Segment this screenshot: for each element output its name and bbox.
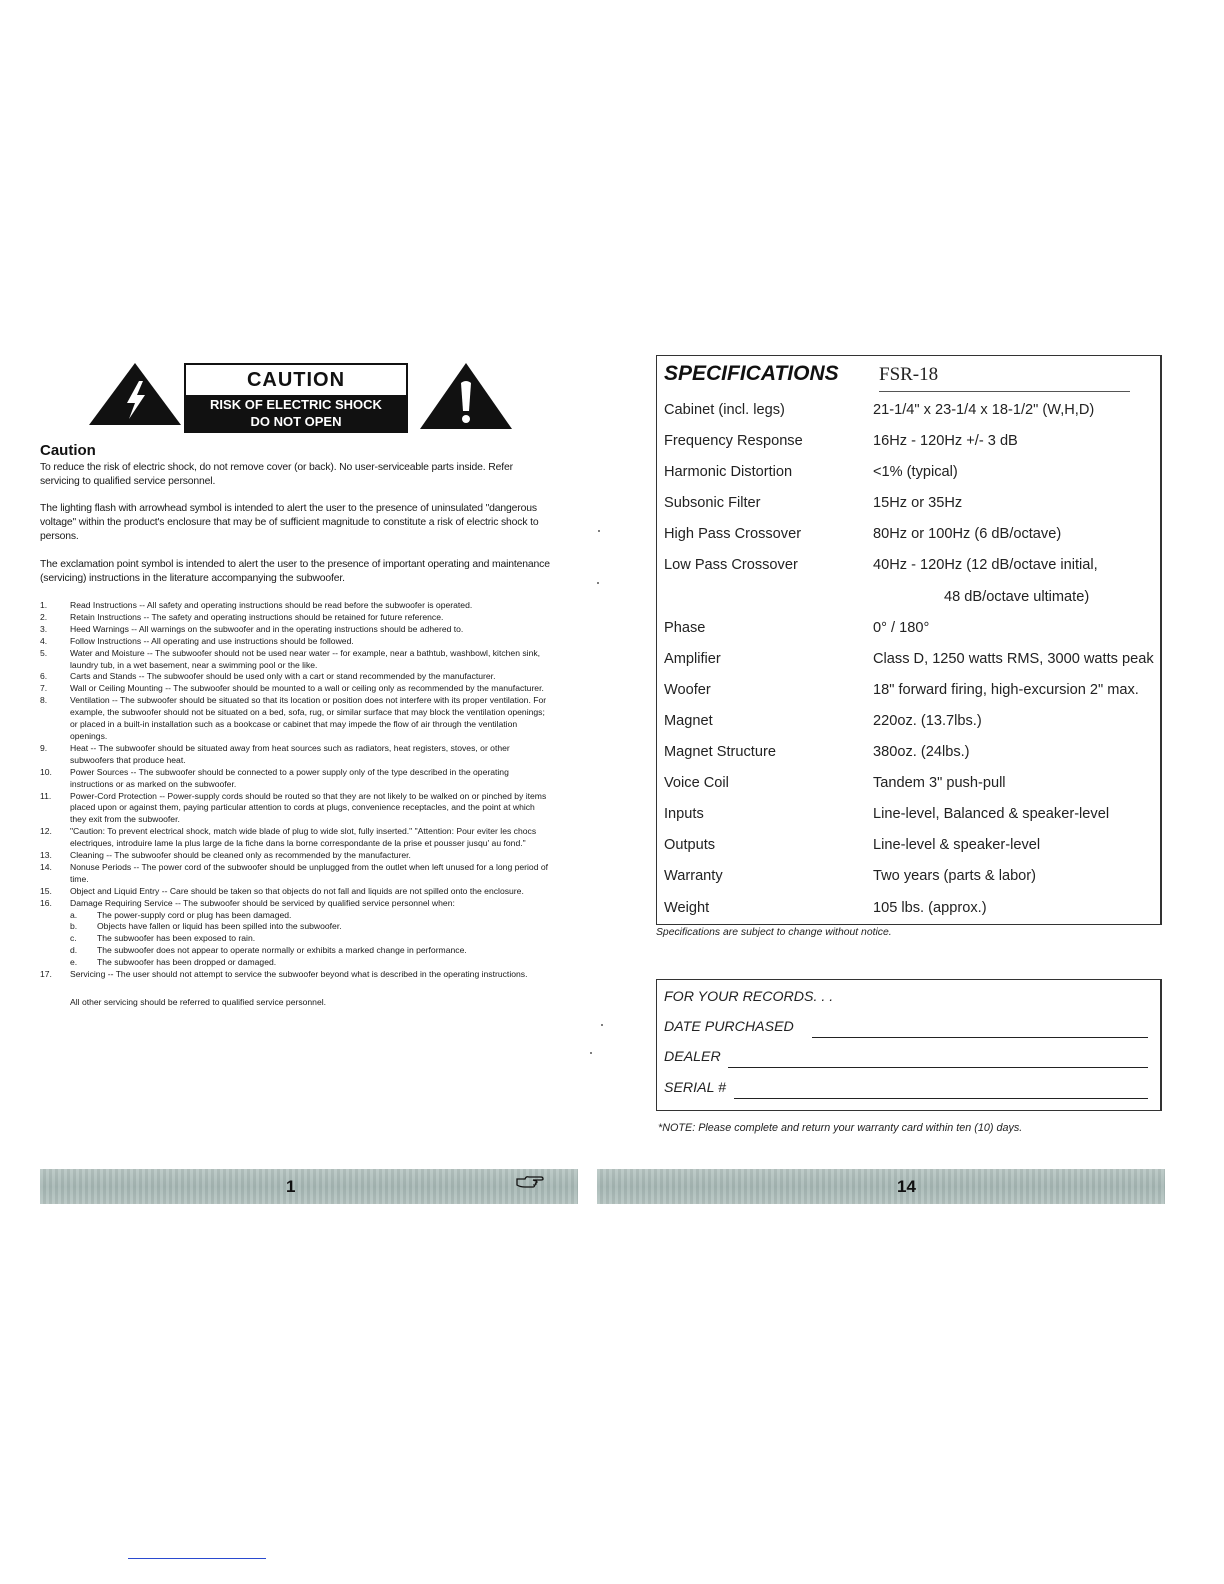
list-item: 2. Retain Instructions -- The safety and operating instructions should be retained for future reference.	[40, 611, 444, 622]
spec-row: Frequency Response 16Hz - 120Hz +/- 3 dB	[664, 433, 1018, 450]
caution-line-1: RISK OF ELECTRIC SHOCK	[210, 397, 382, 412]
list-item: 4. Follow Instructions -- All operating and use instructions should be followed.	[40, 635, 354, 646]
specifications-title: SPECIFICATIONS	[664, 362, 839, 385]
list-item: 17. Servicing -- The user should not attempt to service the subwoofer beyond what is described in the operating instructions.	[40, 969, 528, 980]
spec-row: Low Pass Crossover 40Hz - 120Hz (12 dB/octave initial,	[664, 557, 1098, 574]
list-item: 13. Cleaning -- The subwoofer should be cleaned only as recommended by the manufacturer.	[40, 850, 411, 861]
list-item: 3. Heed Warnings -- All warnings on the subwoofer and in the operating instructions should be adhered to.	[40, 623, 464, 634]
sub-list-item: a. The power-supply cord or plug has been damaged.	[70, 909, 292, 920]
sub-list-item: e. The subwoofer has been dropped or damaged.	[70, 957, 277, 968]
spec-row: High Pass Crossover 80Hz or 100Hz (6 dB/octave)	[664, 526, 1062, 543]
spec-row: Inputs Line-level, Balanced & speaker-level	[664, 806, 1110, 823]
header-rule	[879, 391, 1130, 392]
spec-row: Woofer 18" forward firing, high-excursion 2" max.	[664, 681, 1139, 698]
caution-heading: Caution	[40, 442, 96, 459]
list-item: 9. Heat -- The subwoofer should be situated away from heat sources such as radiators, heat registers, stoves, or other subwoofers that produce heat.	[40, 742, 510, 765]
spec-row: Magnet Structure 380oz. (24lbs.)	[664, 744, 970, 761]
list-item: 11. Power-Cord Protection -- Power-supply cords should be routed so that they are not likely to be walked on or pinched by items placed upon or against them, paying particular attention to cords at plugs, convenience receptacles, and the point at which they exit from the subwoofer.	[40, 790, 547, 825]
caution-paragraph-1: To reduce the risk of electric shock, do not remove cover (or back). No user-serviceable parts inside. Refer servicing to qualified service personnel.	[40, 462, 513, 487]
spec-row: Warranty Two years (parts & labor)	[664, 868, 1037, 885]
list-item: 14. Nonuse Periods -- The power cord of the subwoofer should be unplugged from the outlet when left unused for a long period of time.	[40, 861, 549, 884]
spec-row: Amplifier Class D, 1250 watts RMS, 3000 watts peak	[664, 650, 1154, 667]
spec-row: Harmonic Distortion <1% (typical)	[664, 464, 958, 481]
specifications-table	[664, 396, 1154, 925]
date-purchased-field[interactable]: DATE PURCHASED	[664, 1019, 1148, 1041]
spec-row: Magnet 220oz. (13.7lbs.)	[664, 712, 982, 729]
final-servicing-note: All other servicing should be referred to qualified service personnel.	[70, 997, 327, 1007]
page-number-right: 14	[897, 1177, 916, 1196]
caution-line-2: DO NOT OPEN	[250, 414, 342, 429]
caution-header	[40, 355, 550, 435]
dealer-field[interactable]: DEALER	[664, 1049, 1148, 1071]
spec-row: Phase 0° / 180°	[664, 619, 930, 636]
specifications-note: Specifications are subject to change without notice.	[656, 927, 892, 938]
list-item: 8. Ventilation -- The subwoofer should be situated so that its location or position does not interfere with its proper ventilation. For example, the subwoofer should not be situated on a bed, sofa, rug, or similar surface that may block the ventilation openings; or placed in a built-in installation such as a bookcase or cabinet that may impede the flow of air through the ventilation openings.	[40, 695, 547, 741]
records-box	[656, 979, 1162, 1111]
list-item: 16. Damage Requiring Service -- The subwoofer should be serviced by qualified service personnel when: a. The power-supply cord or plug has been damaged. b. Objects have fallen or liquid has been spilled into the subwoofer. c. The subwoofer has been exposed to rain. d. The subwoofer does not appear to operate normally or exhibits a marked change in performance. e. The subwoofer has been dropped or damaged.	[40, 898, 550, 969]
caution-label	[184, 363, 408, 433]
spec-row-continuation: 48 dB/octave ultimate)	[944, 588, 1090, 605]
sub-list-item: b. Objects have fallen or liquid has been spilled into the subwoofer.	[70, 921, 342, 932]
serial-field[interactable]: SERIAL #	[664, 1080, 1148, 1102]
list-item: 7. Wall or Ceiling Mounting -- The subwoofer should be mounted to a wall or ceiling only as recommended by the manufacturer.	[40, 683, 544, 694]
sub-list-item: d. The subwoofer does not appear to operate normally or exhibits a marked change in performance.	[70, 945, 467, 956]
left-page	[40, 355, 550, 1007]
list-item: 12. "Caution: To prevent electrical shock, match wide blade of plug to wide slot, fully inserted." "Attention: Pour eviter les chocs electriques, introduire lame la plus large de la fiche dans la borne correspondante de la prise et pousser jusqu' au fond."	[40, 826, 537, 849]
safety-instructions-list	[40, 600, 550, 981]
gutter-speck	[597, 582, 599, 584]
specifications-header	[664, 362, 1126, 390]
spec-row: Weight 105 lbs. (approx.)	[664, 899, 987, 916]
gutter-speck	[598, 530, 600, 532]
caution-band	[186, 395, 406, 431]
caution-paragraph-2: The lighting flash with arrowhead symbol is intended to alert the user to the presence of uninsulated "dangerous voltage" within the product's enclosure that may be of sufficient magnitude to constitute a risk of electric shock to persons.	[40, 503, 539, 542]
caution-paragraph-3: The exclamation point symbol is intended to alert the user to the presence of important operating and maintenance (servicing) instructions in the literature accompanying the subwoofer.	[40, 559, 550, 584]
list-item: 1. Read Instructions -- All safety and operating instructions should be read before the subwoofer is operated.	[40, 600, 473, 610]
damage-sub-list	[70, 910, 550, 970]
lightning-warning-icon	[87, 361, 183, 427]
spec-row: Cabinet (incl. legs) 21-1/4" x 23-1/4 x 18-1/2" (W,H,D)	[664, 402, 1095, 418]
pointing-hand-icon	[516, 1175, 544, 1189]
list-item: 5. Water and Moisture -- The subwoofer should not be used near water -- for example, near a bathtub, washbowl, kitchen sink, laundry tub, in a wet basement, near a swimming pool or the like.	[40, 647, 541, 670]
left-footer-band	[40, 1169, 578, 1204]
exclamation-warning-icon	[418, 361, 514, 431]
spec-row: Subsonic Filter 15Hz or 35Hz	[664, 495, 963, 512]
sub-list-item: c. The subwoofer has been exposed to rain.	[70, 933, 256, 944]
list-item: 10. Power Sources -- The subwoofer should be connected to a power supply only of the type described in the operating instructions or as marked on the subwoofer.	[40, 766, 509, 789]
right-footer-band	[597, 1169, 1165, 1204]
spec-row: Outputs Line-level & speaker-level	[664, 837, 1041, 854]
records-heading: FOR YOUR RECORDS. . .	[664, 989, 834, 1005]
specifications-box	[656, 355, 1162, 925]
gutter-speck	[590, 1052, 592, 1054]
gutter-speck	[601, 1024, 603, 1026]
warranty-card-note: *NOTE: Please complete and return your warranty card within ten (10) days.	[658, 1122, 1023, 1134]
model-name: FSR-18	[879, 364, 939, 385]
list-item: 6. Carts and Stands -- The subwoofer should be used only with a cart or stand recommended by the manufacturer.	[40, 671, 496, 682]
spec-row: Voice Coil Tandem 3" push-pull	[664, 775, 1006, 792]
page-number-left: 1	[286, 1177, 296, 1196]
bottom-rule	[128, 1558, 266, 1559]
list-item: 15. Object and Liquid Entry -- Care should be taken so that objects do not fall and liquids are not spilled onto the enclosure.	[40, 885, 524, 896]
caution-title: CAUTION	[246, 369, 346, 391]
